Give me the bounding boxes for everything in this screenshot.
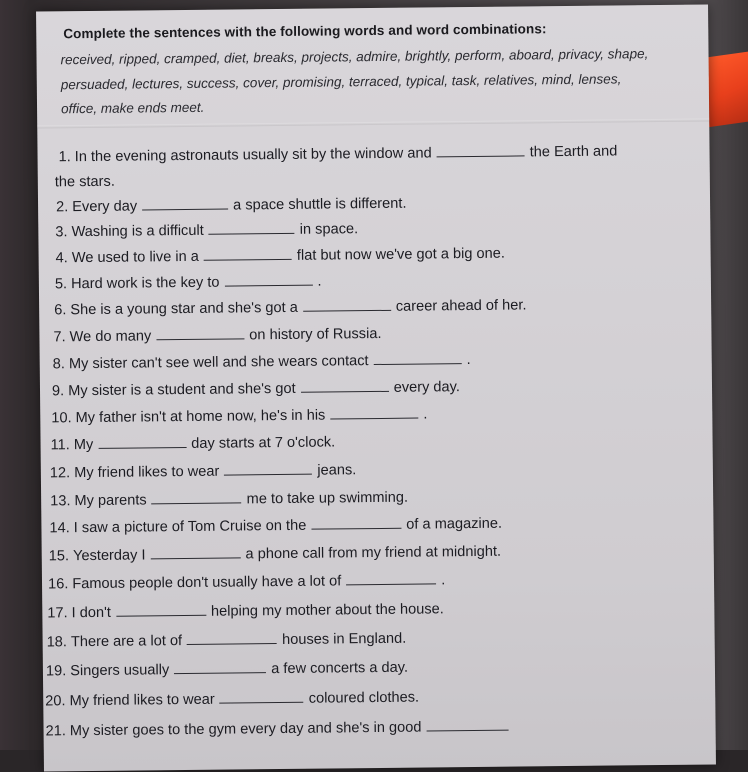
exercise-6: [54, 296, 526, 318]
exercise-13: [50, 489, 408, 510]
exercise-text-before: Yesterday I: [73, 547, 146, 564]
answer-blank[interactable]: [311, 516, 401, 530]
exercise-text-after: on history of Russia.: [249, 326, 381, 343]
exercise-text-after: houses in England.: [282, 631, 406, 648]
exercise-11: [50, 433, 335, 453]
answer-blank[interactable]: [220, 690, 304, 704]
exercise-text-before: I don't: [72, 605, 111, 621]
answer-blank[interactable]: [152, 490, 242, 504]
answer-blank[interactable]: [116, 603, 206, 617]
answer-blank[interactable]: [209, 221, 295, 235]
word-bank: received, ripped, cramped, diet, breaks, projects, admire, brightly, perform, aboard, privacy, shape, persuaded, lectures, success, cover, promising, terraced, typical, task, relatives, mind, lenses, office, make ends meet.: [60, 42, 661, 122]
answer-blank[interactable]: [142, 197, 228, 211]
exercise-text-after: a phone call from my friend at midnight.: [245, 544, 501, 563]
exercise-21: [45, 718, 513, 740]
answer-blank[interactable]: [150, 545, 240, 559]
exercise-text-after: flat but now we've got a big one.: [297, 246, 505, 264]
exercise-number: 12.: [50, 465, 70, 481]
exercise-text-before: My father isn't at home now, he's in his: [76, 408, 326, 427]
exercise-text-after: the Earth and: [530, 143, 618, 160]
exercise-text-after: day starts at 7 o'clock.: [191, 434, 335, 452]
answer-blank[interactable]: [204, 247, 292, 261]
answer-blank[interactable]: [301, 379, 389, 393]
exercise-text-before: My friend likes to wear: [69, 692, 214, 710]
exercise-text-before: We do many: [70, 328, 152, 345]
exercise-number: 18.: [47, 634, 67, 650]
exercise-8: [53, 351, 471, 372]
exercise-text-after: me to take up swimming.: [247, 490, 409, 508]
exercise-text-before: Famous people don't usually have a lot of: [72, 573, 341, 592]
exercise-text-after: jeans.: [317, 462, 356, 478]
exercise-5: [55, 273, 322, 293]
answer-blank[interactable]: [224, 273, 312, 287]
exercise-text-before: There are a lot of: [71, 633, 182, 650]
answer-blank[interactable]: [426, 718, 508, 732]
exercise-text-before: My friend likes to wear: [74, 464, 219, 482]
exercise-7: [53, 325, 381, 345]
exercise-4: [56, 245, 505, 267]
exercise-text-after: .: [441, 572, 445, 588]
exercise-18: [47, 630, 407, 651]
exercise-20: [45, 689, 419, 710]
answer-blank[interactable]: [373, 351, 461, 365]
exercise-number: 14.: [49, 520, 69, 536]
answer-blank[interactable]: [187, 631, 277, 645]
exercise-16: [48, 571, 445, 592]
exercise-text-before: My sister goes to the gym every day and she's in good: [70, 720, 422, 740]
exercise-text-after: a few concerts a day.: [271, 660, 408, 677]
exercise-number: 9.: [52, 383, 64, 399]
exercise-number: 16.: [48, 576, 68, 592]
exercise-text-after: .: [423, 406, 427, 422]
exercise-text-after: .: [317, 274, 321, 290]
exercise-number: 5.: [55, 276, 67, 292]
answer-blank[interactable]: [437, 143, 525, 157]
exercise-text-before: In the evening astronauts usually sit by the window and: [75, 145, 432, 165]
exercise-number: 3.: [55, 224, 67, 240]
exercise-1: [58, 142, 617, 165]
exercise-number: 10.: [51, 410, 71, 426]
exercise-17: [47, 600, 444, 621]
answer-blank[interactable]: [156, 326, 244, 340]
exercise-number: 7.: [53, 329, 65, 345]
exercise-2: [56, 195, 407, 216]
exercise-19: [46, 659, 408, 680]
exercise-3: [55, 220, 358, 240]
exercise-15: [49, 543, 501, 565]
exercise-12: [50, 461, 357, 481]
exercise-text-before: My sister is a student and she's got: [68, 381, 296, 399]
exercise-number: 19.: [46, 663, 66, 679]
instructions-title: Complete the sentences with the following words and word combinations:: [63, 21, 546, 41]
exercise-text-after: helping my mother about the house.: [211, 601, 444, 619]
exercise-number: 17.: [47, 605, 67, 621]
exercise-text-before: I saw a picture of Tom Cruise on the: [74, 518, 307, 536]
exercise-text-after: in space.: [300, 221, 359, 238]
exercise-text-after: .: [466, 352, 470, 368]
exercise-text-before: Hard work is the key to: [71, 275, 220, 293]
exercise-text-after: a space shuttle is different.: [233, 196, 407, 214]
exercise-number: 11.: [50, 437, 69, 453]
exercise-1-continuation: the stars.: [55, 174, 115, 191]
exercise-number: 21.: [45, 723, 65, 739]
answer-blank[interactable]: [98, 435, 186, 449]
answer-blank[interactable]: [330, 406, 418, 420]
answer-blank[interactable]: [346, 571, 436, 585]
exercise-text-after: coloured clothes.: [309, 690, 420, 707]
answer-blank[interactable]: [174, 660, 266, 674]
exercise-number: 1.: [58, 149, 70, 165]
exercise-number: 6.: [54, 302, 66, 318]
exercise-text-before: We used to live in a: [72, 249, 199, 266]
answer-blank[interactable]: [224, 462, 312, 476]
answer-blank[interactable]: [303, 298, 391, 312]
exercise-text-before: Singers usually: [70, 662, 169, 679]
exercise-number: 13.: [50, 493, 70, 509]
exercise-number: 4.: [56, 250, 68, 266]
worksheet-page: [36, 5, 716, 772]
exercise-number: 20.: [45, 693, 65, 709]
exercise-text-after: every day.: [394, 379, 460, 396]
exercise-text-before: My sister can't see well and she wears contact: [69, 353, 369, 372]
exercise-10: [51, 405, 427, 426]
exercise-text-before: My: [74, 437, 94, 453]
exercise-number: 15.: [49, 548, 69, 564]
exercise-number: 2.: [56, 199, 68, 215]
exercise-text-before: Washing is a difficult: [71, 223, 203, 240]
exercise-9: [52, 378, 460, 399]
exercise-14: [49, 515, 502, 537]
exercise-text-after: career ahead of her.: [396, 297, 527, 314]
exercise-number: 8.: [53, 356, 65, 372]
exercise-text-before: Every day: [72, 198, 137, 215]
exercise-text-before: She is a young star and she's got a: [70, 300, 298, 318]
exercise-text-before: My parents: [74, 492, 146, 509]
exercise-list: [36, 5, 716, 772]
exercise-text-after: of a magazine.: [406, 516, 502, 533]
